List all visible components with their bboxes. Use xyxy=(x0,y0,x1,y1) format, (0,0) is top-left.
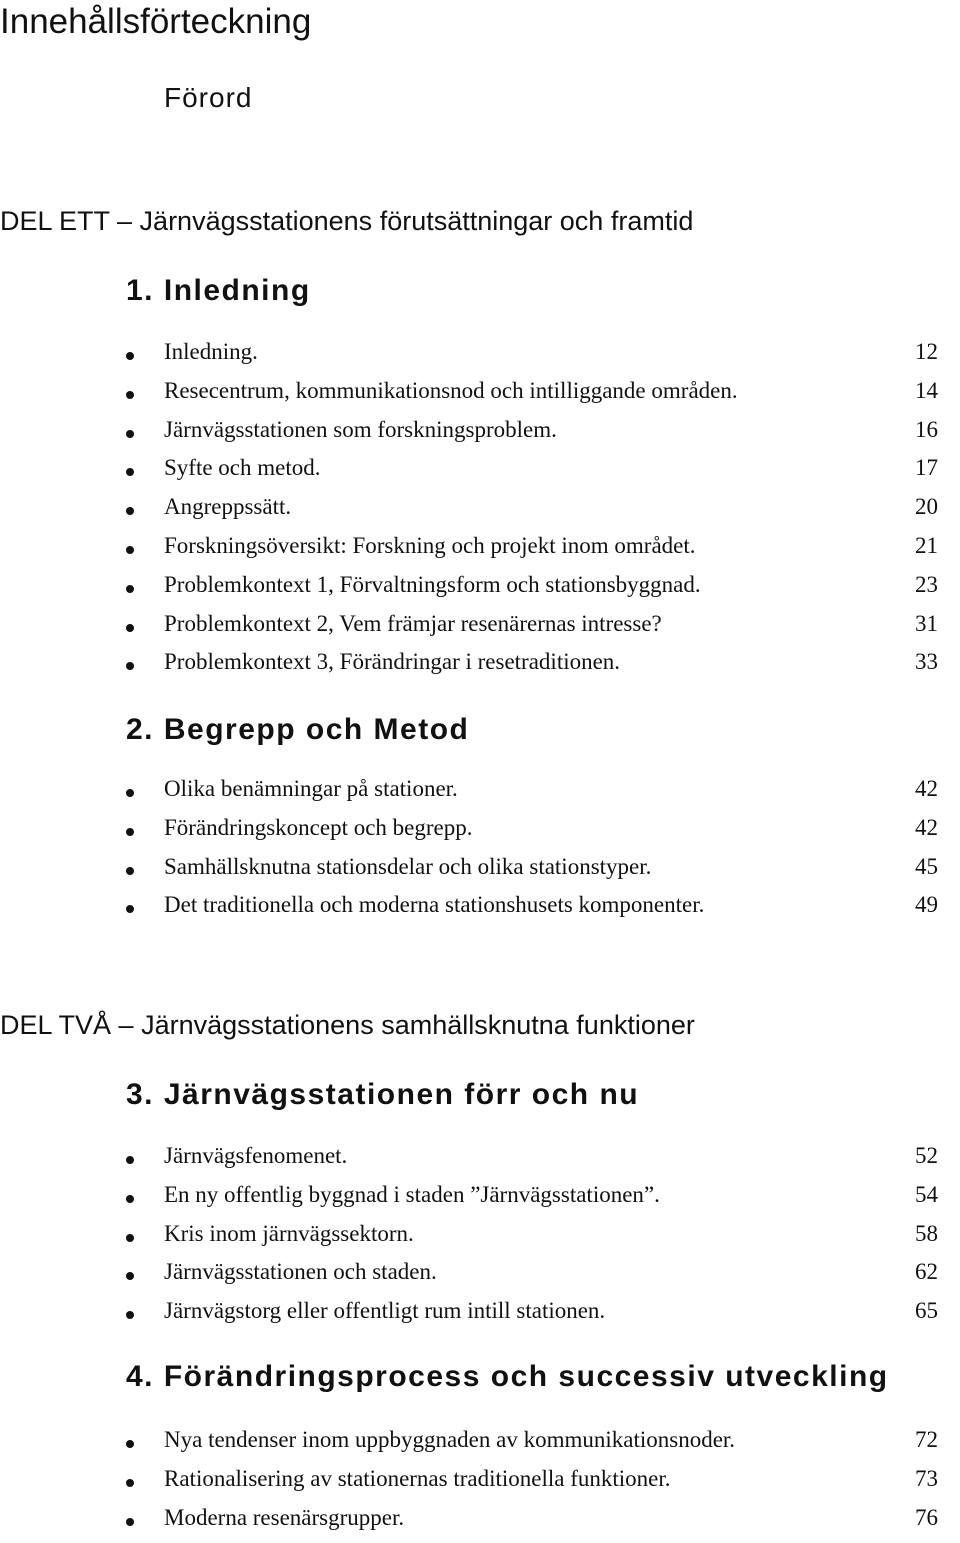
bullet-icon xyxy=(126,391,134,399)
entry-title: Det traditionella och moderna stationshusets komponenter. xyxy=(164,892,705,918)
toc-entry xyxy=(126,1182,938,1221)
bullet-icon xyxy=(126,468,134,476)
bullet-icon xyxy=(126,867,134,875)
bullet-icon xyxy=(126,1311,134,1319)
bullet-icon xyxy=(126,905,134,913)
entry-page-number: 21 xyxy=(915,532,938,558)
bullet-icon xyxy=(126,624,134,632)
bullet-icon xyxy=(126,1272,134,1280)
entry-title: Inledning. xyxy=(164,339,258,364)
entry-page-number: 58 xyxy=(915,1220,938,1246)
chapter-4-entry-list xyxy=(126,1427,938,1543)
toc-entry xyxy=(126,611,938,650)
entry-title: Förändringskoncept och begrepp. xyxy=(164,814,473,840)
entry-title: Järnvägstorg eller offentligt rum intill stationen. xyxy=(164,1298,606,1324)
part-heading-2: DEL TVÅ – Järnvägsstationens samhällsknutna funktioner xyxy=(0,1010,695,1040)
entry-page-number: 42 xyxy=(915,814,938,840)
entry-page-number: 14 xyxy=(915,377,938,403)
bullet-icon xyxy=(126,585,134,593)
document-title: Innehållsförteckning xyxy=(0,2,312,41)
toc-entry xyxy=(126,533,938,572)
entry-title: Järnvägsstationen som forskningsproblem. xyxy=(164,416,557,442)
toc-entry xyxy=(126,572,938,611)
toc-entry xyxy=(126,1259,938,1298)
toc-entry xyxy=(126,1143,938,1182)
entry-page-number: 49 xyxy=(915,892,938,918)
entry-title: Rationalisering av stationernas traditionella funktioner. xyxy=(164,1465,671,1491)
bullet-icon xyxy=(126,1234,134,1242)
toc-entry xyxy=(126,776,938,815)
toc-entry xyxy=(126,649,938,688)
entry-title: Syfte och metod. xyxy=(164,455,321,481)
entry-title: Olika benämningar på stationer. xyxy=(164,776,458,801)
entry-page-number: 31 xyxy=(915,610,938,636)
bullet-icon xyxy=(126,1156,134,1164)
entry-title: Samhällsknutna stationsdelar och olika stationstyper. xyxy=(164,853,652,879)
chapter-1-entry-list xyxy=(126,339,938,688)
entry-title: Nya tendenser inom uppbyggnaden av kommunikationsnoder. xyxy=(164,1427,736,1452)
bullet-icon xyxy=(126,1195,134,1203)
chapter-heading-1: 1. Inledning xyxy=(126,274,311,307)
toc-entry xyxy=(126,417,938,456)
entry-title: Kris inom järnvägssektorn. xyxy=(164,1220,414,1246)
entry-page-number: 52 xyxy=(915,1143,938,1168)
bullet-icon xyxy=(126,430,134,438)
foreword-heading: Förord xyxy=(164,82,253,113)
toc-entry xyxy=(126,378,938,417)
entry-page-number: 62 xyxy=(915,1259,938,1285)
toc-entry xyxy=(126,1505,938,1543)
entry-title: En ny offentlig byggnad i staden ”Järnvägsstationen”. xyxy=(164,1181,660,1207)
chapter-heading-3: 3. Järnvägsstationen förr och nu xyxy=(126,1078,640,1111)
entry-title: Angreppssätt. xyxy=(164,494,292,520)
entry-page-number: 76 xyxy=(915,1504,938,1530)
entry-page-number: 33 xyxy=(915,649,938,675)
entry-title: Problemkontext 3, Förändringar i resetraditionen. xyxy=(164,649,621,675)
toc-entry xyxy=(126,854,938,893)
entry-title: Moderna resenärsgrupper. xyxy=(164,1504,405,1530)
chapter-2-entry-list xyxy=(126,776,938,931)
entry-page-number: 65 xyxy=(915,1298,938,1324)
entry-title: Problemkontext 1, Förvaltningsform och stationsbyggnad. xyxy=(164,571,701,597)
entry-page-number: 73 xyxy=(915,1465,938,1491)
toc-entry xyxy=(126,1298,938,1337)
entry-page-number: 12 xyxy=(915,339,938,364)
entry-page-number: 16 xyxy=(915,416,938,442)
part-heading-1: DEL ETT – Järnvägsstationens förutsättningar och framtid xyxy=(0,206,694,236)
bullet-icon xyxy=(126,1479,134,1487)
entry-title: Resecentrum, kommunikationsnod och intilliggande områden. xyxy=(164,377,738,403)
toc-entry xyxy=(126,494,938,533)
chapter-heading-2: 2. Begrepp och Metod xyxy=(126,713,470,746)
entry-page-number: 42 xyxy=(915,776,938,801)
toc-entry xyxy=(126,455,938,494)
entry-title: Järnvägsstationen och staden. xyxy=(164,1259,437,1285)
bullet-icon xyxy=(126,828,134,836)
entry-page-number: 54 xyxy=(915,1181,938,1207)
chapter-3-entry-list xyxy=(126,1143,938,1337)
bullet-icon xyxy=(126,1440,134,1448)
bullet-icon xyxy=(126,352,134,360)
entry-page-number: 20 xyxy=(915,494,938,520)
toc-entry xyxy=(126,1466,938,1505)
bullet-icon xyxy=(126,1518,134,1526)
entry-page-number: 23 xyxy=(915,571,938,597)
entry-page-number: 45 xyxy=(915,853,938,879)
bullet-icon xyxy=(126,546,134,554)
toc-entry xyxy=(126,892,938,931)
entry-page-number: 17 xyxy=(915,455,938,481)
entry-title: Forskningsöversikt: Forskning och projekt inom området. xyxy=(164,532,696,558)
toc-entry xyxy=(126,1221,938,1260)
toc-entry xyxy=(126,339,938,378)
bullet-icon xyxy=(126,789,134,797)
entry-title: Järnvägsfenomenet. xyxy=(164,1143,348,1168)
chapter-heading-4: 4. Förändringsprocess och successiv utveckling xyxy=(126,1360,889,1393)
entry-page-number: 72 xyxy=(915,1427,938,1452)
entry-title: Problemkontext 2, Vem främjar resenärernas intresse? xyxy=(164,610,662,636)
bullet-icon xyxy=(126,662,134,670)
toc-entry xyxy=(126,815,938,854)
toc-entry xyxy=(126,1427,938,1466)
bullet-icon xyxy=(126,507,134,515)
